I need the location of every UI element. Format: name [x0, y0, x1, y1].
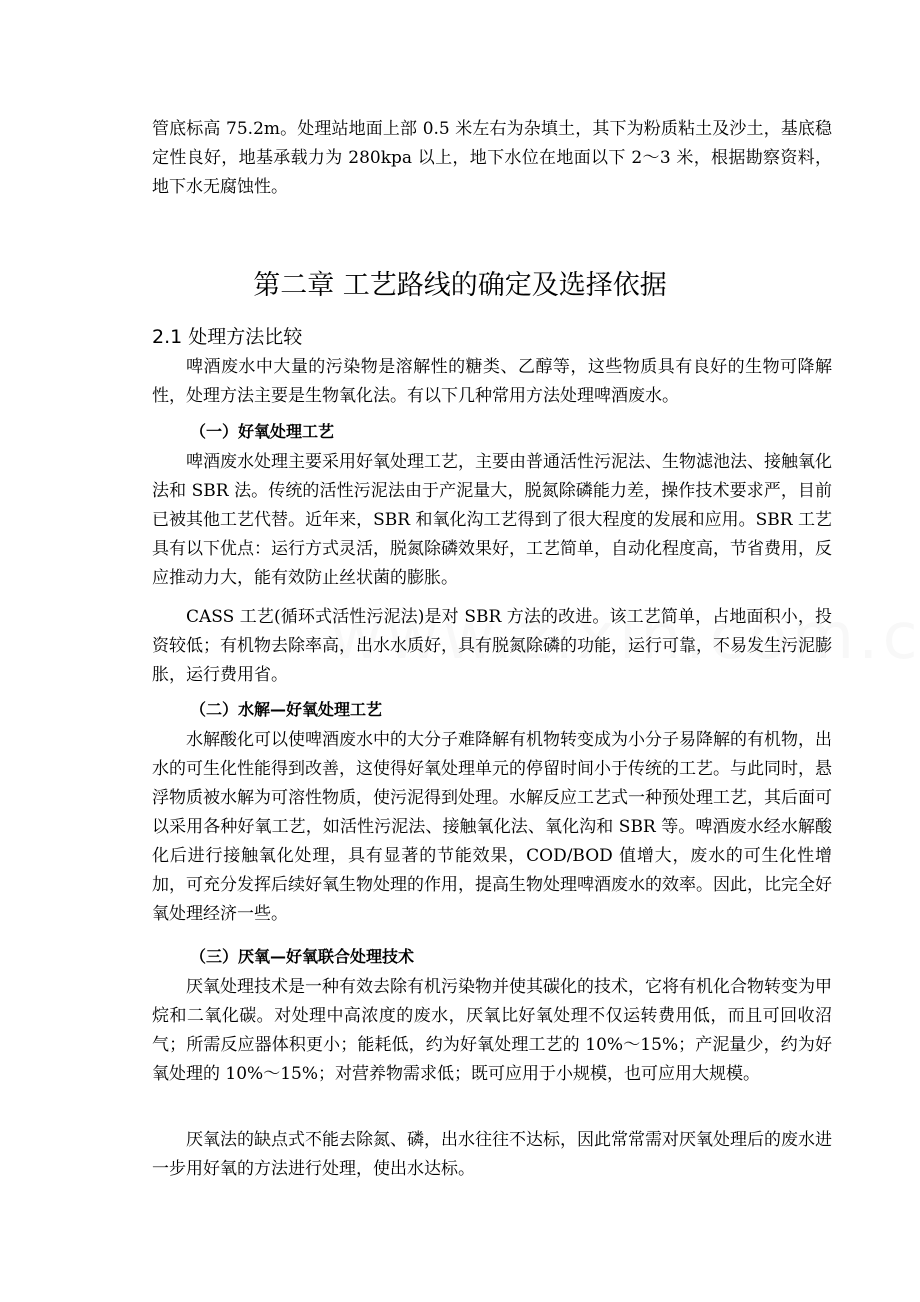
paragraph-cass: CASS 工艺(循环式活性污泥法)是对 SBR 方法的改进。该工艺简单，占地面积小，投资较低；有机物去除率高，出水水质好，具有脱氮除磷的功能，运行可靠，不易发生污泥膨胀，运行费用省。 [152, 607, 832, 685]
section-heading-2-1: 2.1 处理方法比较 [152, 326, 303, 348]
subheading-anaerobic: （三）厌氧—好氧联合处理技术 [190, 947, 415, 966]
paragraph-hydrolysis: 水解酸化可以使啤酒废水中的大分子难降解有机物转变成为小分子易降解的有机物，出水的可生化性能得到改善，这使得好氧处理单元的停留时间小于传统的工艺。与此同时，悬浮物质被水解为可溶性物质，使污泥得到处理。水解反应工艺式一种预处理工艺，其后面可以采用各种好氧工艺，如活性污泥法、接触氧化法、氧化沟和 SBR 等。啤酒废水经水解酸化后进行接触氧化处理，具有显著的节能效果，COD/BOD 值增大，废水的可生化性增加，可充分发挥后续好氧生物处理的作用，提高生物处理啤酒废水的效率。因此，比完全好氧处理经济一些。 [152, 730, 832, 924]
paragraph-anaerobic-drawback: 厌氧法的缺点式不能去除氮、磷，出水往往不达标，因此常常需对厌氧处理后的废水进一步用好氧的方法进行处理，使出水达标。 [152, 1130, 832, 1179]
chapter-title: 第二章 工艺路线的确定及选择依据 [253, 270, 667, 301]
paragraph-site-geology: 管底标高 75.2m。处理站地面上部 0.5 米左右为杂填土，其下为粉质粘土及沙土，基底稳定性良好，地基承载力为 280kpa 以上，地下水位在地面以下 2～3 米，根据勘察资料，地下水无腐蚀性。 [152, 119, 832, 197]
paragraph-anaerobic: 厌氧处理技术是一种有效去除有机污染物并使其碳化的技术，它将有机化合物转变为甲烷和二氧化碳。对处理中高浓度的废水，厌氧比好氧处理不仅运转费用低，而且可回收沼气；所需反应器体积更小；能耗低，约为好氧处理工艺的 10%～15%；产泥量少，约为好氧处理的 10%～15%；对营养物需求低；既可应用于小规模，也可应用大规模。 [152, 977, 832, 1084]
subheading-aerobic: （一）好氧处理工艺 [190, 422, 335, 441]
paragraph-intro: 啤酒废水中大量的污染物是溶解性的糖类、乙醇等，这些物质具有良好的生物可降解性，处理方法主要是生物氧化法。有以下几种常用方法处理啤酒废水。 [152, 357, 832, 406]
subheading-hydrolysis: （二）水解—好氧处理工艺 [190, 700, 383, 719]
paragraph-aerobic: 啤酒废水处理主要采用好氧处理工艺，主要由普通活性污泥法、生物滤池法、接触氧化法和 SBR 法。传统的活性污泥法由于产泥量大，脱氮除磷能力差，操作技术要求严，目前已被其他工艺代替。近年来，SBR 和氧化沟工艺得到了很大程度的发展和应用。SBR 工艺具有以下优点：运行方式灵活，脱氮除磷效果好，工艺简单，自动化程度高，节省费用，反应推动力大，能有效防止丝状菌的膨胀。 [152, 452, 832, 588]
